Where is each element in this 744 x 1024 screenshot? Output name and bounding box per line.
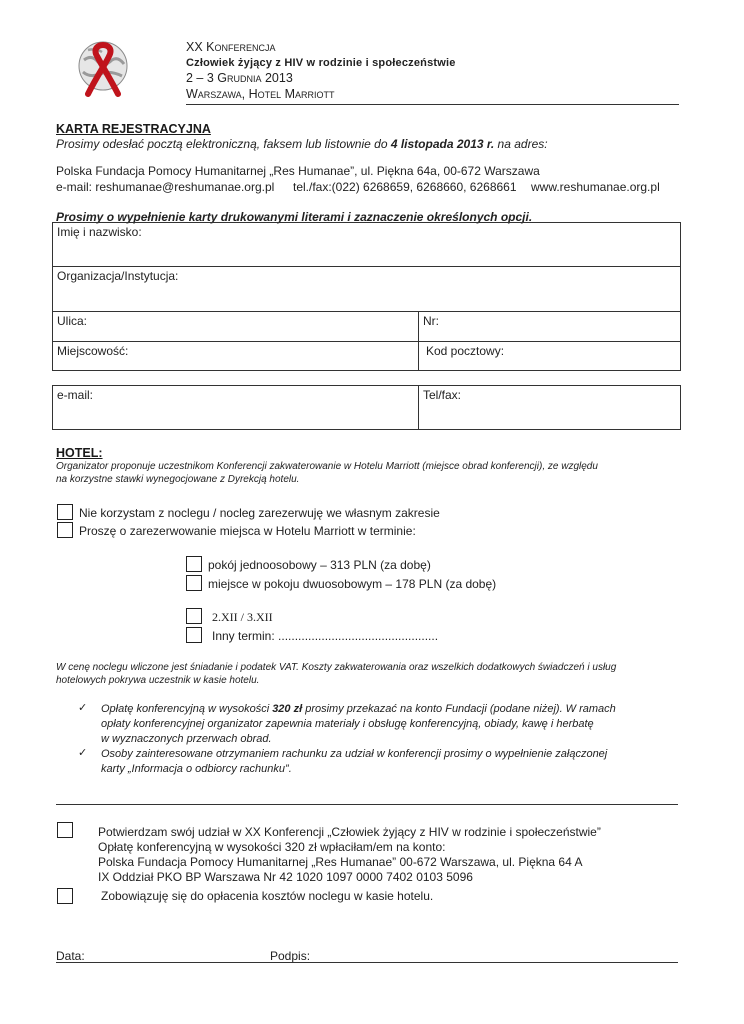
city-field[interactable]: Miejscowość:: [57, 344, 129, 358]
hotel-note-line-2: hotelowych pokrywa uczestnik w kasie hotelu.: [56, 675, 260, 686]
fee-bullet-line-3: w wyznaczonych przerwach obrad.: [101, 733, 272, 745]
confirm-participation-checkbox[interactable]: [57, 822, 73, 838]
row-divider: [52, 311, 681, 312]
date-label: Data:: [56, 949, 85, 963]
street-field[interactable]: Ulica:: [57, 314, 88, 328]
date-2-3-dec-checkbox[interactable]: [186, 608, 202, 624]
hotel-heading: HOTEL:: [56, 446, 103, 460]
checkmark-icon: ✓: [78, 702, 88, 714]
confirm-line-3: Polska Fundacja Pomocy Humanitarnej „Res Humanae” 00-672 Warszawa, ul. Piękna 64 A: [98, 855, 583, 869]
red-ribbon-logo: [74, 34, 132, 98]
invoice-bullet-line-2: karty „Informacja o odbiorcy rachunku”.: [101, 763, 292, 775]
no-accommodation-checkbox[interactable]: [57, 504, 73, 520]
book-hotel-label: Proszę o zarezerwowanie miejsca w Hotelu Marriott w terminie:: [79, 524, 416, 538]
checkmark-icon: ✓: [78, 747, 88, 759]
confirm-line-1: Potwierdzam swój udział w XX Konferencji „Człowiek żyjący z HIV w rodzinie i społeczeństwie”: [98, 825, 601, 839]
send-instruction: Prosimy odesłać pocztą elektroniczną, faksem lub listownie do 4 listopada 2013 r. na adres:: [56, 137, 548, 151]
foundation-phone: tel./fax:(022) 6268659, 6268660, 6268661: [293, 180, 517, 194]
double-room-label: miejsce w pokoju dwuosobowym – 178 PLN (za dobę): [208, 577, 497, 591]
no-accommodation-label: Nie korzystam z noclegu / nocleg zarezerwuję we własnym zakresie: [79, 506, 440, 520]
row-divider: [52, 341, 681, 342]
contact-table: [52, 385, 681, 430]
foundation-website: www.reshumanae.org.pl: [531, 180, 660, 194]
conference-venue: Warszawa, Hotel Marriott: [186, 87, 335, 101]
postal-code-field[interactable]: Kod pocztowy:: [426, 344, 505, 358]
signature-line[interactable]: [56, 962, 678, 963]
conference-dates: 2 – 3 Grudnia 2013: [186, 71, 293, 85]
telfax-field[interactable]: Tel/fax:: [423, 388, 462, 402]
single-room-checkbox[interactable]: [186, 556, 202, 572]
other-date-checkbox[interactable]: [186, 627, 202, 643]
foundation-address: Polska Fundacja Pomocy Humanitarnej „Res Humanae”, ul. Piękna 64a, 00-672 Warszawa: [56, 164, 540, 178]
confirm-line-2: Opłatę konferencyjną w wysokości 320 zł wpłaciłam/em na konto:: [98, 840, 446, 854]
double-room-checkbox[interactable]: [186, 575, 202, 591]
column-divider: [418, 311, 419, 371]
organization-field[interactable]: Organizacja/Instytucja:: [57, 269, 179, 283]
hotel-note-line-1: W cenę noclegu wliczone jest śniadanie i podatek VAT. Koszty zakwaterowania oraz wszelkich dodatkowych świadczeń i usług: [56, 662, 617, 673]
form-title: KARTA REJESTRACYJNA: [56, 122, 211, 136]
other-date-field[interactable]: Inny termin: ................................................: [212, 629, 439, 643]
pay-hotel-label: Zobowiązuję się do opłacenia kosztów noclegu w kasie hotelu.: [101, 889, 434, 903]
conference-number: XX Konferencja: [186, 40, 276, 54]
fee-bullet-line-1: Opłatę konferencyjną w wysokości 320 zł prosimy przekazać na konto Fundacji (podane niżej). W ramach: [101, 703, 616, 715]
row-divider: [52, 266, 681, 267]
fee-bullet-line-2: opłaty konferencyjnej organizator zapewnia materiały i obsługę konferencyjną, obiady, kawę i herbatę: [101, 718, 594, 730]
column-divider: [418, 385, 419, 430]
conference-title: Człowiek żyjący z HIV w rodzinie i społeczeństwie: [186, 57, 456, 69]
hotel-intro-line-2: na korzystne stawki wynegocjowane z Dyrekcją hotelu.: [56, 474, 300, 485]
personal-data-table: [52, 222, 681, 371]
book-hotel-checkbox[interactable]: [57, 522, 73, 538]
hotel-intro-line-1: Organizator proponuje uczestnikom Konferencji zakwaterowanie w Hotelu Marriott (miejsce obrad konferencji), ze względu: [56, 461, 598, 472]
number-field[interactable]: Nr:: [423, 314, 439, 328]
foundation-email: e-mail: reshumanae@reshumanae.org.pl: [56, 180, 275, 194]
bank-account-line: IX Oddział PKO BP Warszawa Nr 42 1020 1097 0000 7402 0103 5096: [98, 870, 473, 884]
email-field[interactable]: e-mail:: [57, 388, 94, 402]
date-2-3-dec-label: 2.XII / 3.XII: [212, 610, 273, 624]
header-divider: [186, 104, 679, 105]
invoice-bullet-line-1: Osoby zainteresowane otrzymaniem rachunku za udział w konferencji prosimy o wypełnienie załączonej: [101, 748, 608, 760]
single-room-label: pokój jednoosobowy – 313 PLN (za dobę): [208, 558, 431, 572]
signature-label: Podpis:: [270, 949, 311, 963]
pay-hotel-checkbox[interactable]: [57, 888, 73, 904]
section-divider: [56, 804, 678, 805]
name-field[interactable]: Imię i nazwisko:: [57, 225, 142, 239]
fill-instruction: Prosimy o wypełnienie karty drukowanymi literami i zaznaczenie określonych opcji.: [56, 210, 533, 224]
